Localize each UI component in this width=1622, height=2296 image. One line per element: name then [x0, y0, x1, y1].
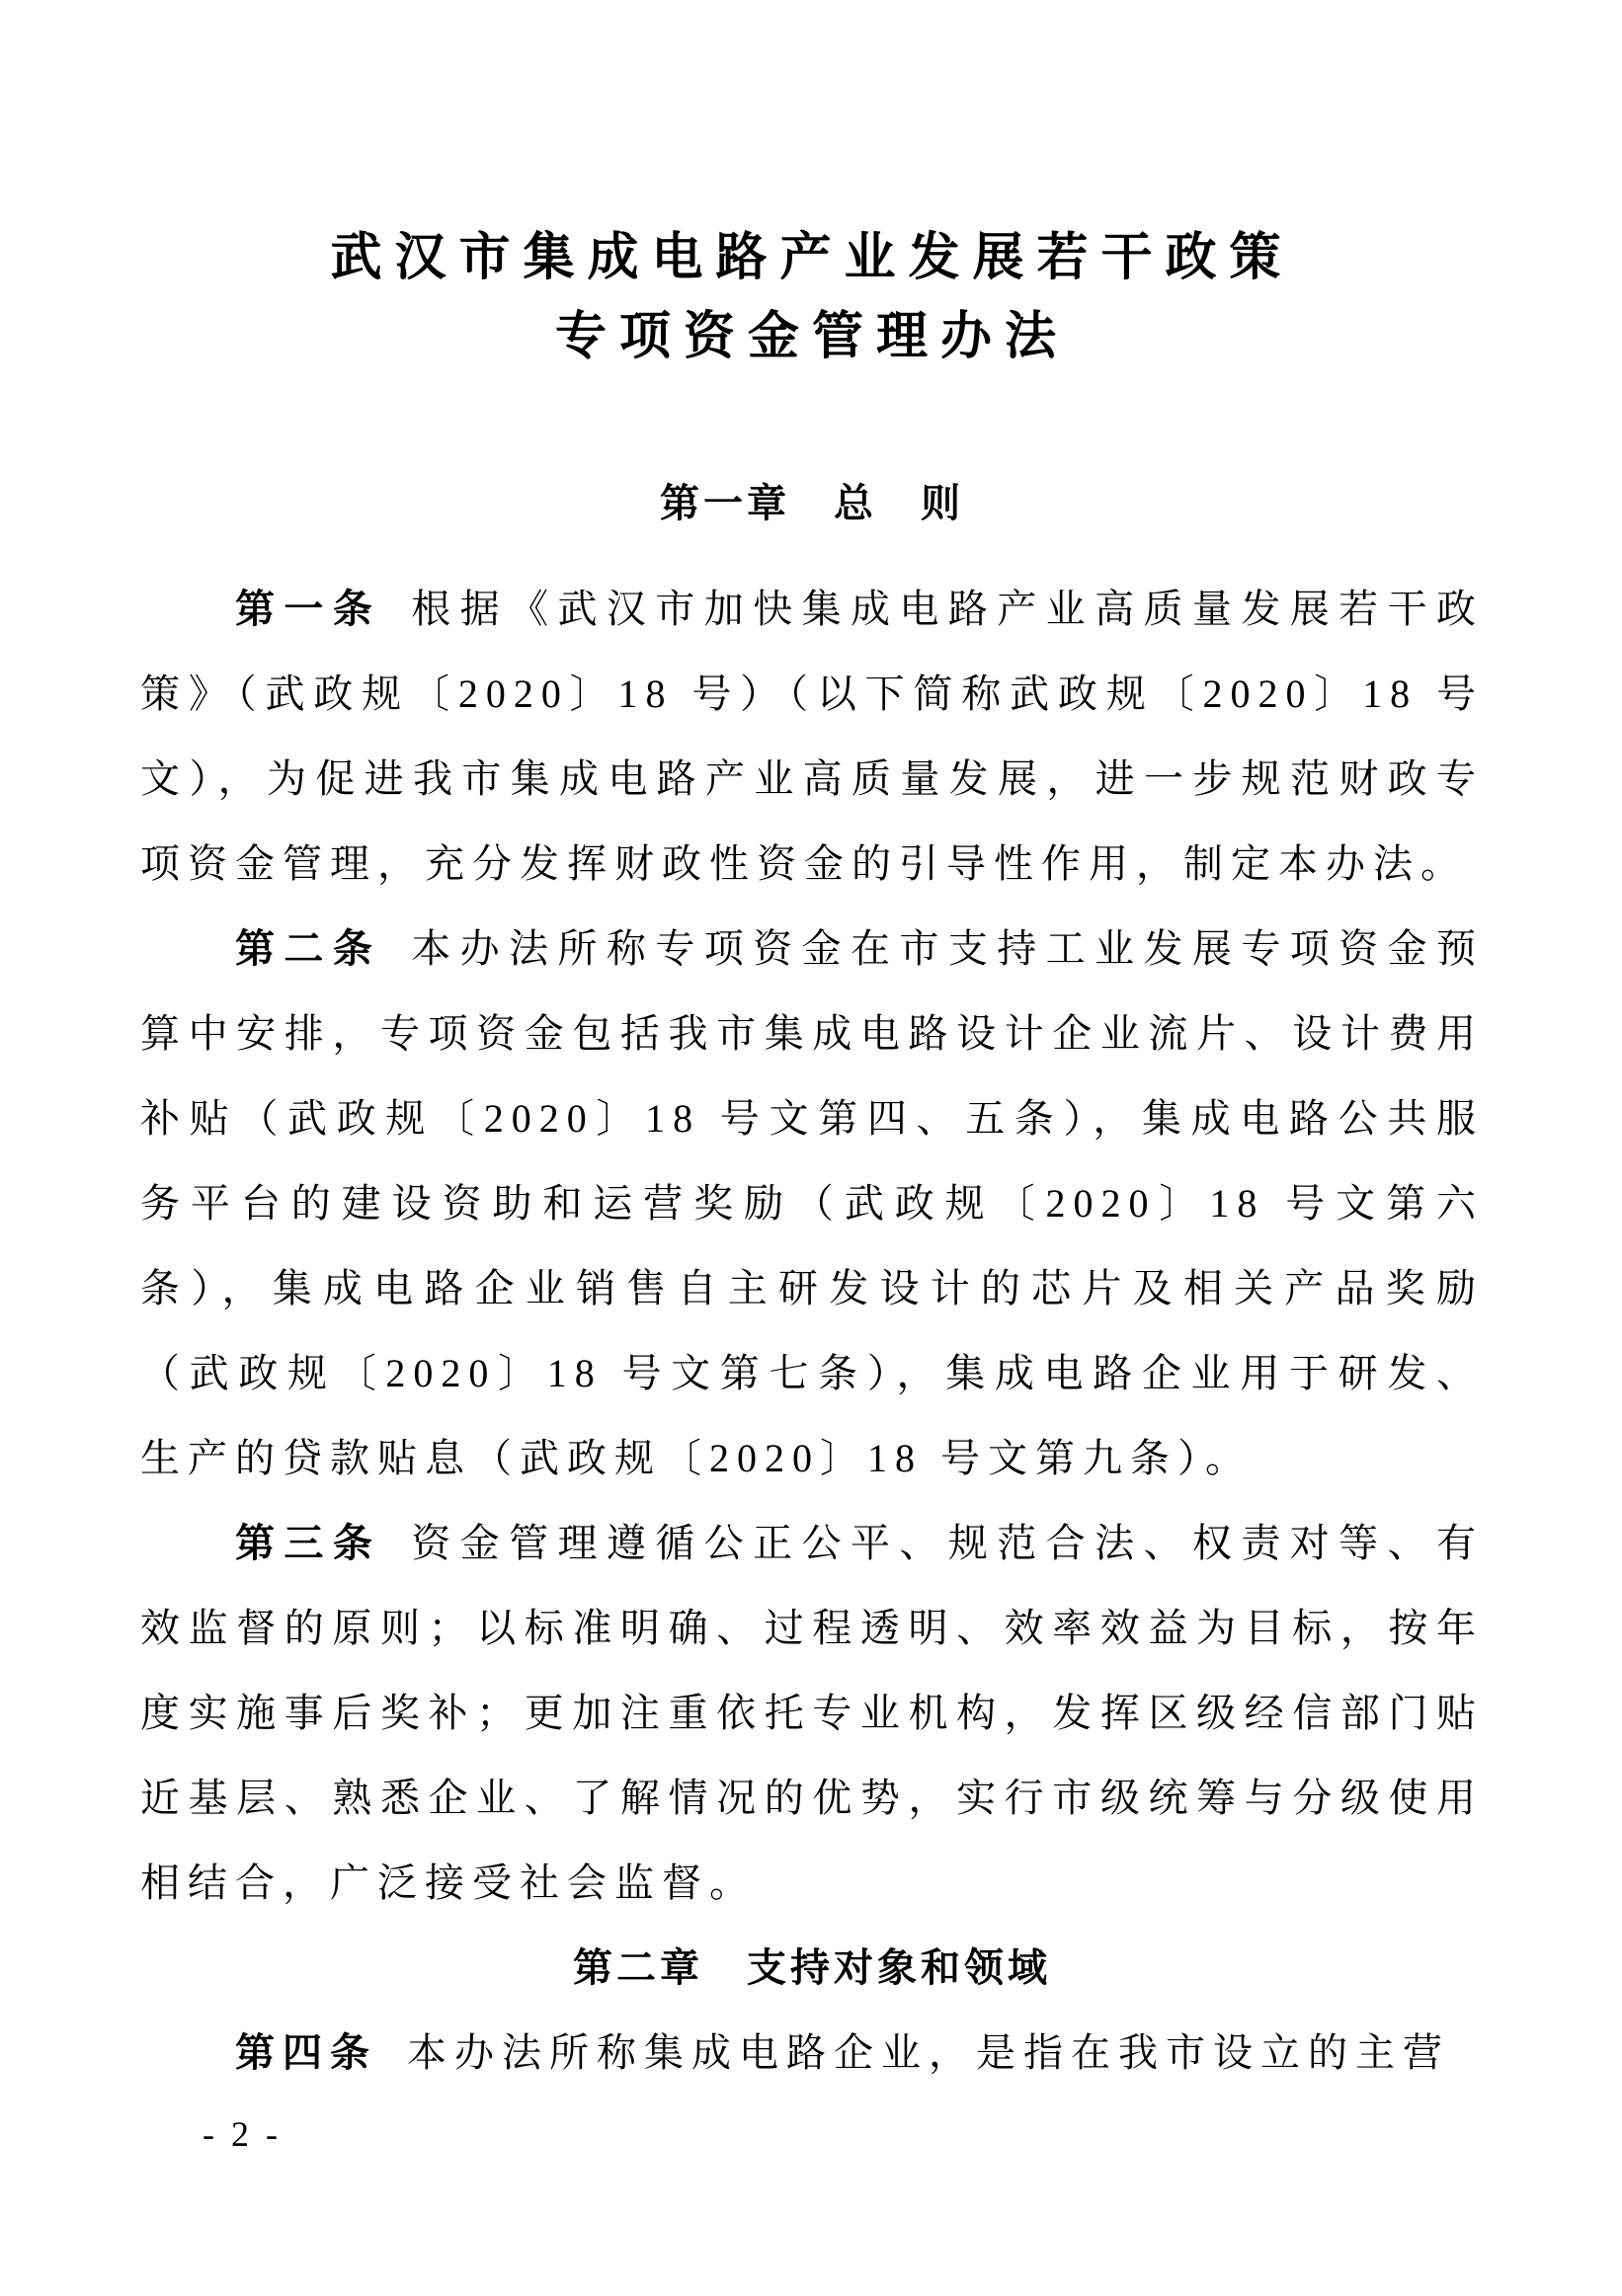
document-content	[140, 219, 1484, 2096]
article-2-text: 本办法所称专项资金在市支持工业发展专项资金预算中安排，专项资金包括我市集成电路设计企业流片、设计费用补贴（武政规〔2020〕18 号文第四、五条），集成电路公共服务平台的建设资助和运营奖励（武政规〔2020〕18 号文第六条），集成电路企业销售自主研发设计的芯片及相关产品奖励（武政规〔2020〕18 号文第七条），集成电路企业用于研发、生产的贷款贴息（武政规〔2020〕18 号文第九条）。	[140, 926, 1484, 1480]
article-4-paragraph	[140, 2011, 1484, 2096]
article-1-text: 根据《武汉市加快集成电路产业高质量发展若干政策》（武政规〔2020〕18 号）（以下简称武政规〔2020〕18 号文），为促进我市集成电路产业高质量发展，进一步规范财政专项资金管理，充分发挥财政性资金的引导性作用，制定本办法。	[140, 587, 1484, 886]
article-1-paragraph	[140, 567, 1484, 907]
document-title-line-1: 武汉市集成电路产业发展若干政策	[330, 230, 1294, 286]
article-3-paragraph	[140, 1501, 1484, 1926]
article-4-label: 第四条	[235, 2031, 377, 2075]
document-body	[140, 567, 1484, 2096]
article-1-label: 第一条	[235, 588, 382, 631]
article-2-paragraph	[140, 907, 1484, 1501]
document-title-line-2: 专项资金管理办法	[554, 309, 1069, 365]
article-3-label: 第三条	[235, 1522, 382, 1565]
chapter-1-heading: 第一章 总 则	[660, 482, 964, 525]
article-3-text: 资金管理遵循公正公平、规范合法、权责对等、有效监督的原则；以标准明确、过程透明、效率效益为目标，按年度实施事后奖补；更加注重依托专业机构，发挥区级经信部门贴近基层、熟悉企业、了解情况的优势，实行市级统筹与分级使用相结合，广泛接受社会监督。	[140, 1521, 1484, 1905]
chapter-2-heading: 第二章 支持对象和领域	[573, 1946, 1051, 1990]
article-2-label: 第二条	[235, 927, 382, 971]
page-number: - 2 -	[203, 2114, 282, 2154]
article-4-text: 本办法所称集成电路企业，是指在我市设立的主营	[407, 2030, 1450, 2075]
